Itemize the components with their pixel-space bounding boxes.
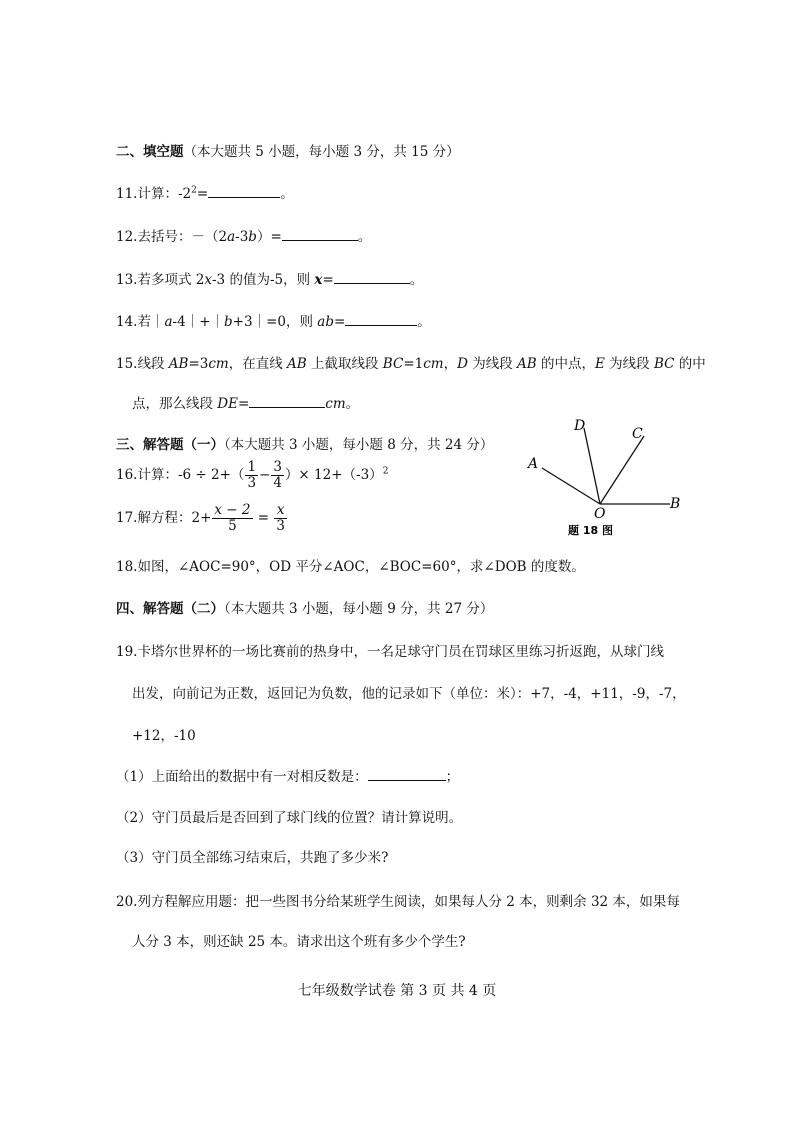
ray-OA (542, 468, 600, 504)
question-16: 16.计算：-6 ÷ 2+（ $\frac{1}{3}$ − $\frac{3}{4}$ ）× $12+(-3)^2$ (116, 459, 389, 491)
question-14: 14.若｜a-4｜+｜b+3｜=0，则 ab= 。 (116, 314, 431, 330)
section-4-title: 四、解答题（二） (116, 601, 224, 617)
answer-blank-14[interactable] (345, 313, 417, 326)
question-19-line-3: +12，-10 (132, 728, 196, 744)
question-20-line-1: 20.列方程解应用题：把一些图书分给某班学生阅读，如果每人分 2 本，则剩余 32 本，如果每 (116, 894, 680, 910)
fraction-1-3: $\frac{1}{3}$ (247, 459, 257, 491)
question-19-part-3: （3）守门员全部练习结束后，共跑了多少米? (116, 850, 389, 866)
question-20-line-2: 人分 3 本，则还缺 25 本。请求出这个班有多少个学生? (132, 934, 466, 950)
section-2-title: 二、填空题 (116, 144, 184, 160)
question-19-part-1: （1）上面给出的数据中有一对相反数是： ； (116, 769, 460, 785)
fraction-x-over-3: $\frac{x}{3}$ (276, 502, 285, 534)
section-3-header (116, 433, 493, 453)
question-19-line-2: 出发，向前记为正数，返回记为负数，他的记录如下（单位：米）：+7，-4，+11，-9，-7， (132, 686, 686, 702)
label-B: B (670, 496, 681, 512)
figure-caption: 题 18 图 (568, 524, 613, 537)
label-C: C (632, 426, 643, 442)
label-D: D (574, 418, 586, 434)
section-4-header (116, 597, 493, 617)
label-A: A (528, 456, 539, 472)
section-3-title: 三、解答题（一） (116, 437, 224, 453)
answer-blank-19-1[interactable] (368, 768, 446, 781)
ray-OD (584, 428, 600, 504)
answer-blank-15[interactable] (249, 395, 325, 408)
ray-OC (600, 436, 644, 504)
section-3-info: （本大题共 3 小题，每小题 8 分，共 24 分） (224, 437, 494, 453)
answer-blank-11[interactable] (208, 185, 280, 198)
question-19-part-2: （2）守门员最后是否回到了球门线的位置？请计算说明。 (116, 810, 463, 826)
section-2-header (116, 140, 460, 160)
answer-blank-12[interactable] (282, 228, 358, 241)
section-2-info: （本大题共 5 小题，每小题 3 分，共 15 分） (183, 144, 460, 160)
answer-blank-13[interactable] (334, 271, 410, 284)
question-15-line-1: 15.线段 AB=3cm，在直线 AB 上截取线段 BC=1cm，D 为线段 AB 的中点，E 为线段 BC 的中 (116, 356, 706, 372)
question-11: 11.计算：$-2^2=$ 。 (116, 185, 294, 202)
question-17: 17.解方程：2+ $\frac{x - 2}{5}$ = $\frac{x}{3}$ (116, 502, 285, 534)
label-O: O (594, 506, 606, 522)
question-12: 12.去括号：－（2a-3b）= 。 (116, 229, 372, 245)
fraction-3-4: $\frac{3}{4}$ (273, 459, 282, 491)
angle-figure (520, 412, 690, 538)
section-4-info: （本大题共 3 小题，每小题 9 分，共 27 分） (224, 601, 494, 617)
question-13: 13.若多项式 2x-3 的值为-5，则 x= 。 (116, 272, 424, 288)
page-footer: 七年级数学试卷 第 3 页 共 4 页 (297, 983, 497, 999)
question-15-line-2: 点，那么线段 DE= cm。 (132, 396, 360, 412)
fraction-x-minus-2-over-5: $\frac{x - 2}{5}$ (214, 502, 251, 534)
question-18: 18.如图，∠AOC=90°，OD 平分∠AOC，∠BOC=60°，求∠DOB 的度数。 (116, 559, 585, 575)
question-19-line-1: 19.卡塔尔世界杯的一场比赛前的热身中，一名足球守门员在罚球区里练习折返跑，从球门线 (116, 644, 664, 660)
